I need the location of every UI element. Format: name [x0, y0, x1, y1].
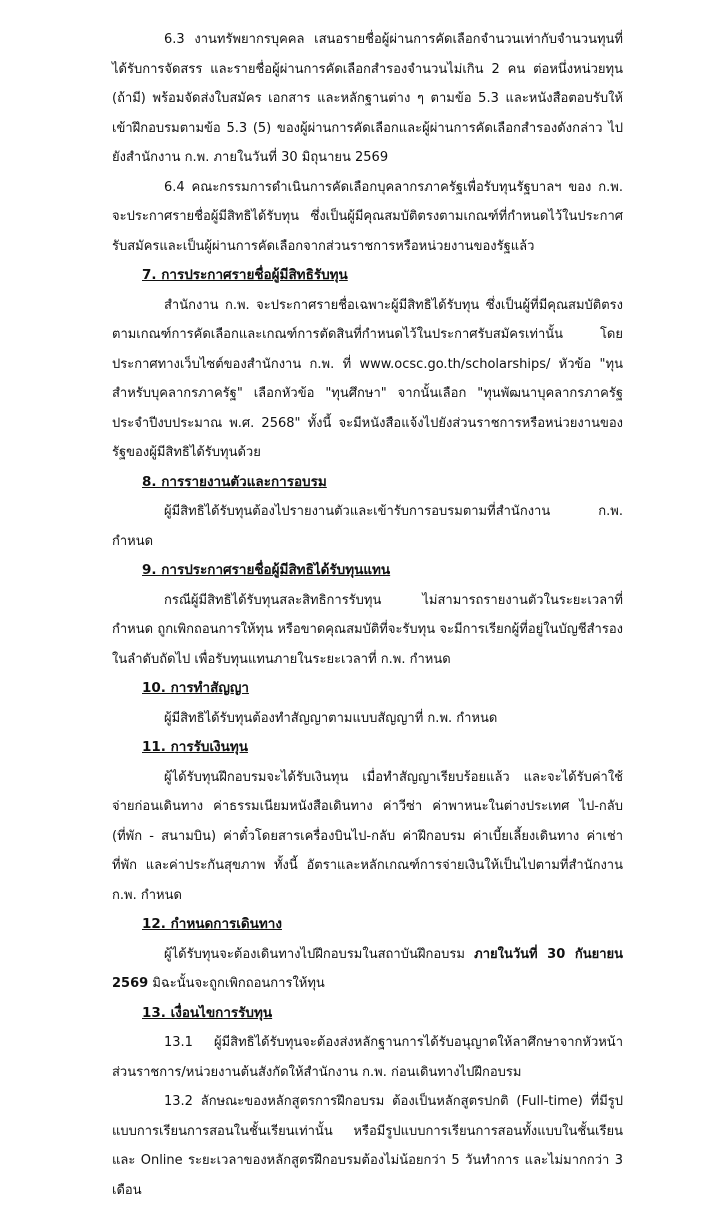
heading-13-text: 13. เงื่อนไขการรับทุน	[142, 1004, 273, 1021]
heading-7	[142, 261, 623, 291]
paragraph-6-3: 6.3 งานทรัพยากรบุคคล เสนอรายชื่อผู้ผ่านการคัดเลือกจำนวนเท่ากับจำนวนทุนที่ได้รับการจัดสรร และรายชื่อผู้ผ่านการคัดเลือกสำรองจำนวนไม่เกิน 2 คน ต่อหนึ่งหน่วยทุน (ถ้ามี) พร้อมจัดส่งใบสมัคร เอกสาร และหลักฐานต่าง ๆ ตามข้อ 5.3 และหนังสือตอบรับให้เข้าฝึกอบรมตามข้อ 5.3 (5) ของผู้ผ่านการคัดเลือกและผู้ผ่านการคัดเลือกสำรองดังกล่าว ไปยังสำนักงาน ก.พ. ภายในวันที่ 30 มิถุนายน 2569	[112, 32, 623, 165]
heading-8	[142, 468, 623, 498]
paragraph-12	[112, 940, 623, 999]
paragraph-12-start: ผู้ได้รับทุนจะต้องเดินทางไปฝึกอบรมในสถาบันฝึกอบรม	[164, 946, 475, 962]
paragraph-7: สำนักงาน ก.พ. จะประกาศรายชื่อเฉพาะผู้มีสิทธิได้รับทุน ซึ่งเป็นผู้ที่มีคุณสมบัติตรงตามเกณฑ์การคัดเลือกและเกณฑ์การตัดสินที่กำหนดไว้ในประกาศรับสมัครเท่านั้น โดยประกาศทางเว็บไซต์ของสำนักงาน ก.พ. ที่ www.ocsc.go.th/scholarships/ หัวข้อ "ทุนสำหรับบุคลากรภาครัฐ" เลือกหัวข้อ "ทุนศึกษา" จากนั้นเลือก "ทุนพัฒนาบุคลากรภาครัฐ ประจำปีงบประมาณ พ.ศ. 2568" ทั้งนี้ จะมีหนังสือแจ้งไปยังส่วนราชการหรือหน่วยงานของรัฐของผู้มีสิทธิได้รับทุนด้วย	[112, 297, 623, 460]
travel-deadline: ภายในวันที่ 30 กันยายน 2569	[112, 946, 623, 991]
paragraph-8: ผู้มีสิทธิได้รับทุนต้องไปรายงานตัวและเข้ารับการอบรมตามที่สำนักงาน ก.พ. กำหนด	[112, 504, 623, 549]
paragraph-9: กรณีผู้มีสิทธิได้รับทุนสละสิทธิการรับทุน ไม่สามารถรายงานตัวในระยะเวลาที่กำหนด ถูกเพิกถอนการให้ทุน หรือขาดคุณสมบัติที่จะรับทุน จะมีการเรียกผู้ที่อยู่ในบัญชีสำรองในลำดับถัดไป เพื่อรับทุนแทนภายในระยะเวลาที่ ก.พ. กำหนด	[112, 592, 623, 667]
paragraph-6-4: 6.4 คณะกรรมการดำเนินการคัดเลือกบุคลากรภาครัฐเพื่อรับทุนรัฐบาลฯ ของ ก.พ. จะประกาศรายชื่อผู้มีสิทธิได้รับทุน ซึ่งเป็นผู้มีคุณสมบัติตรงตามเกณฑ์ที่กำหนดไว้ในประกาศรับสมัครและเป็นผู้ผ่านการคัดเลือกจากส่วนราชการหรือหน่วยงานของรัฐแล้ว	[112, 179, 623, 254]
heading-8-text: 8. การรายงานตัวและการอบรม	[142, 473, 327, 490]
heading-9	[142, 556, 623, 586]
heading-11-text: 11. การรับเงินทุน	[142, 739, 249, 755]
paragraph-13-2: 13.2 ลักษณะของหลักสูตรการฝึกอบรม ต้องเป็นหลักสูตรปกติ (Full-time) ที่มีรูปแบบการเรียนการสอนในชั้นเรียนเท่านั้น หรือมีรูปแบบการเรียนการสอนทั้งแบบในชั้นเรียนและ Online ระยะเวลาของหลักสูตรฝึกอบรมต้องไม่น้อยกว่า 5 วันทำการ และไม่มากกว่า 3 เดือน	[112, 1094, 623, 1198]
heading-7-text: 7. การประกาศรายชื่อผู้มีสิทธิรับทุน	[142, 267, 348, 283]
paragraph-13-1: 13.1 ผู้มีสิทธิได้รับทุนจะต้องส่งหลักฐานการได้รับอนุญาตให้ลาศึกษาจากหัวหน้าส่วนราชการ/หน่วยงานต้นสังกัดให้สำนักงาน ก.พ. ก่อนเดินทางไปฝึกอบรม	[112, 1035, 623, 1080]
heading-12	[142, 910, 623, 940]
heading-12-text: 12. กำหนดการเดินทาง	[142, 916, 282, 932]
paragraph-12-end: มิฉะนั้นจะถูกเพิกถอนการให้ทุน	[148, 976, 325, 991]
heading-10	[142, 674, 623, 704]
heading-10-text: 10. การทำสัญญา	[142, 680, 249, 696]
paragraph-11: ผู้ได้รับทุนฝึกอบรมจะได้รับเงินทุน เมื่อทำสัญญาเรียบร้อยแล้ว และจะได้รับค่าใช้จ่ายก่อนเดินทาง ค่าธรรมเนียมหนังสือเดินทาง ค่าวีซ่า ค่าพาหนะในต่างประเทศ ไป-กลับ (ที่พัก - สนามบิน) ค่าตั๋วโดยสารเครื่องบินไป-กลับ ค่าฝึกอบรม ค่าเบี้ยเลี้ยงเดินทาง ค่าเช่าที่พัก และค่าประกันสุขภาพ ทั้งนี้ อัตราและหลักเกณฑ์การจ่ายเงินให้เป็นไปตามที่สำนักงาน ก.พ. กำหนด	[112, 769, 623, 903]
heading-9-text: 9. การประกาศรายชื่อผู้มีสิทธิได้รับทุนแทน	[142, 562, 391, 578]
paragraph-10: ผู้มีสิทธิได้รับทุนต้องทำสัญญาตามแบบสัญญาที่ ก.พ. กำหนด	[164, 710, 498, 726]
heading-11	[142, 733, 623, 763]
